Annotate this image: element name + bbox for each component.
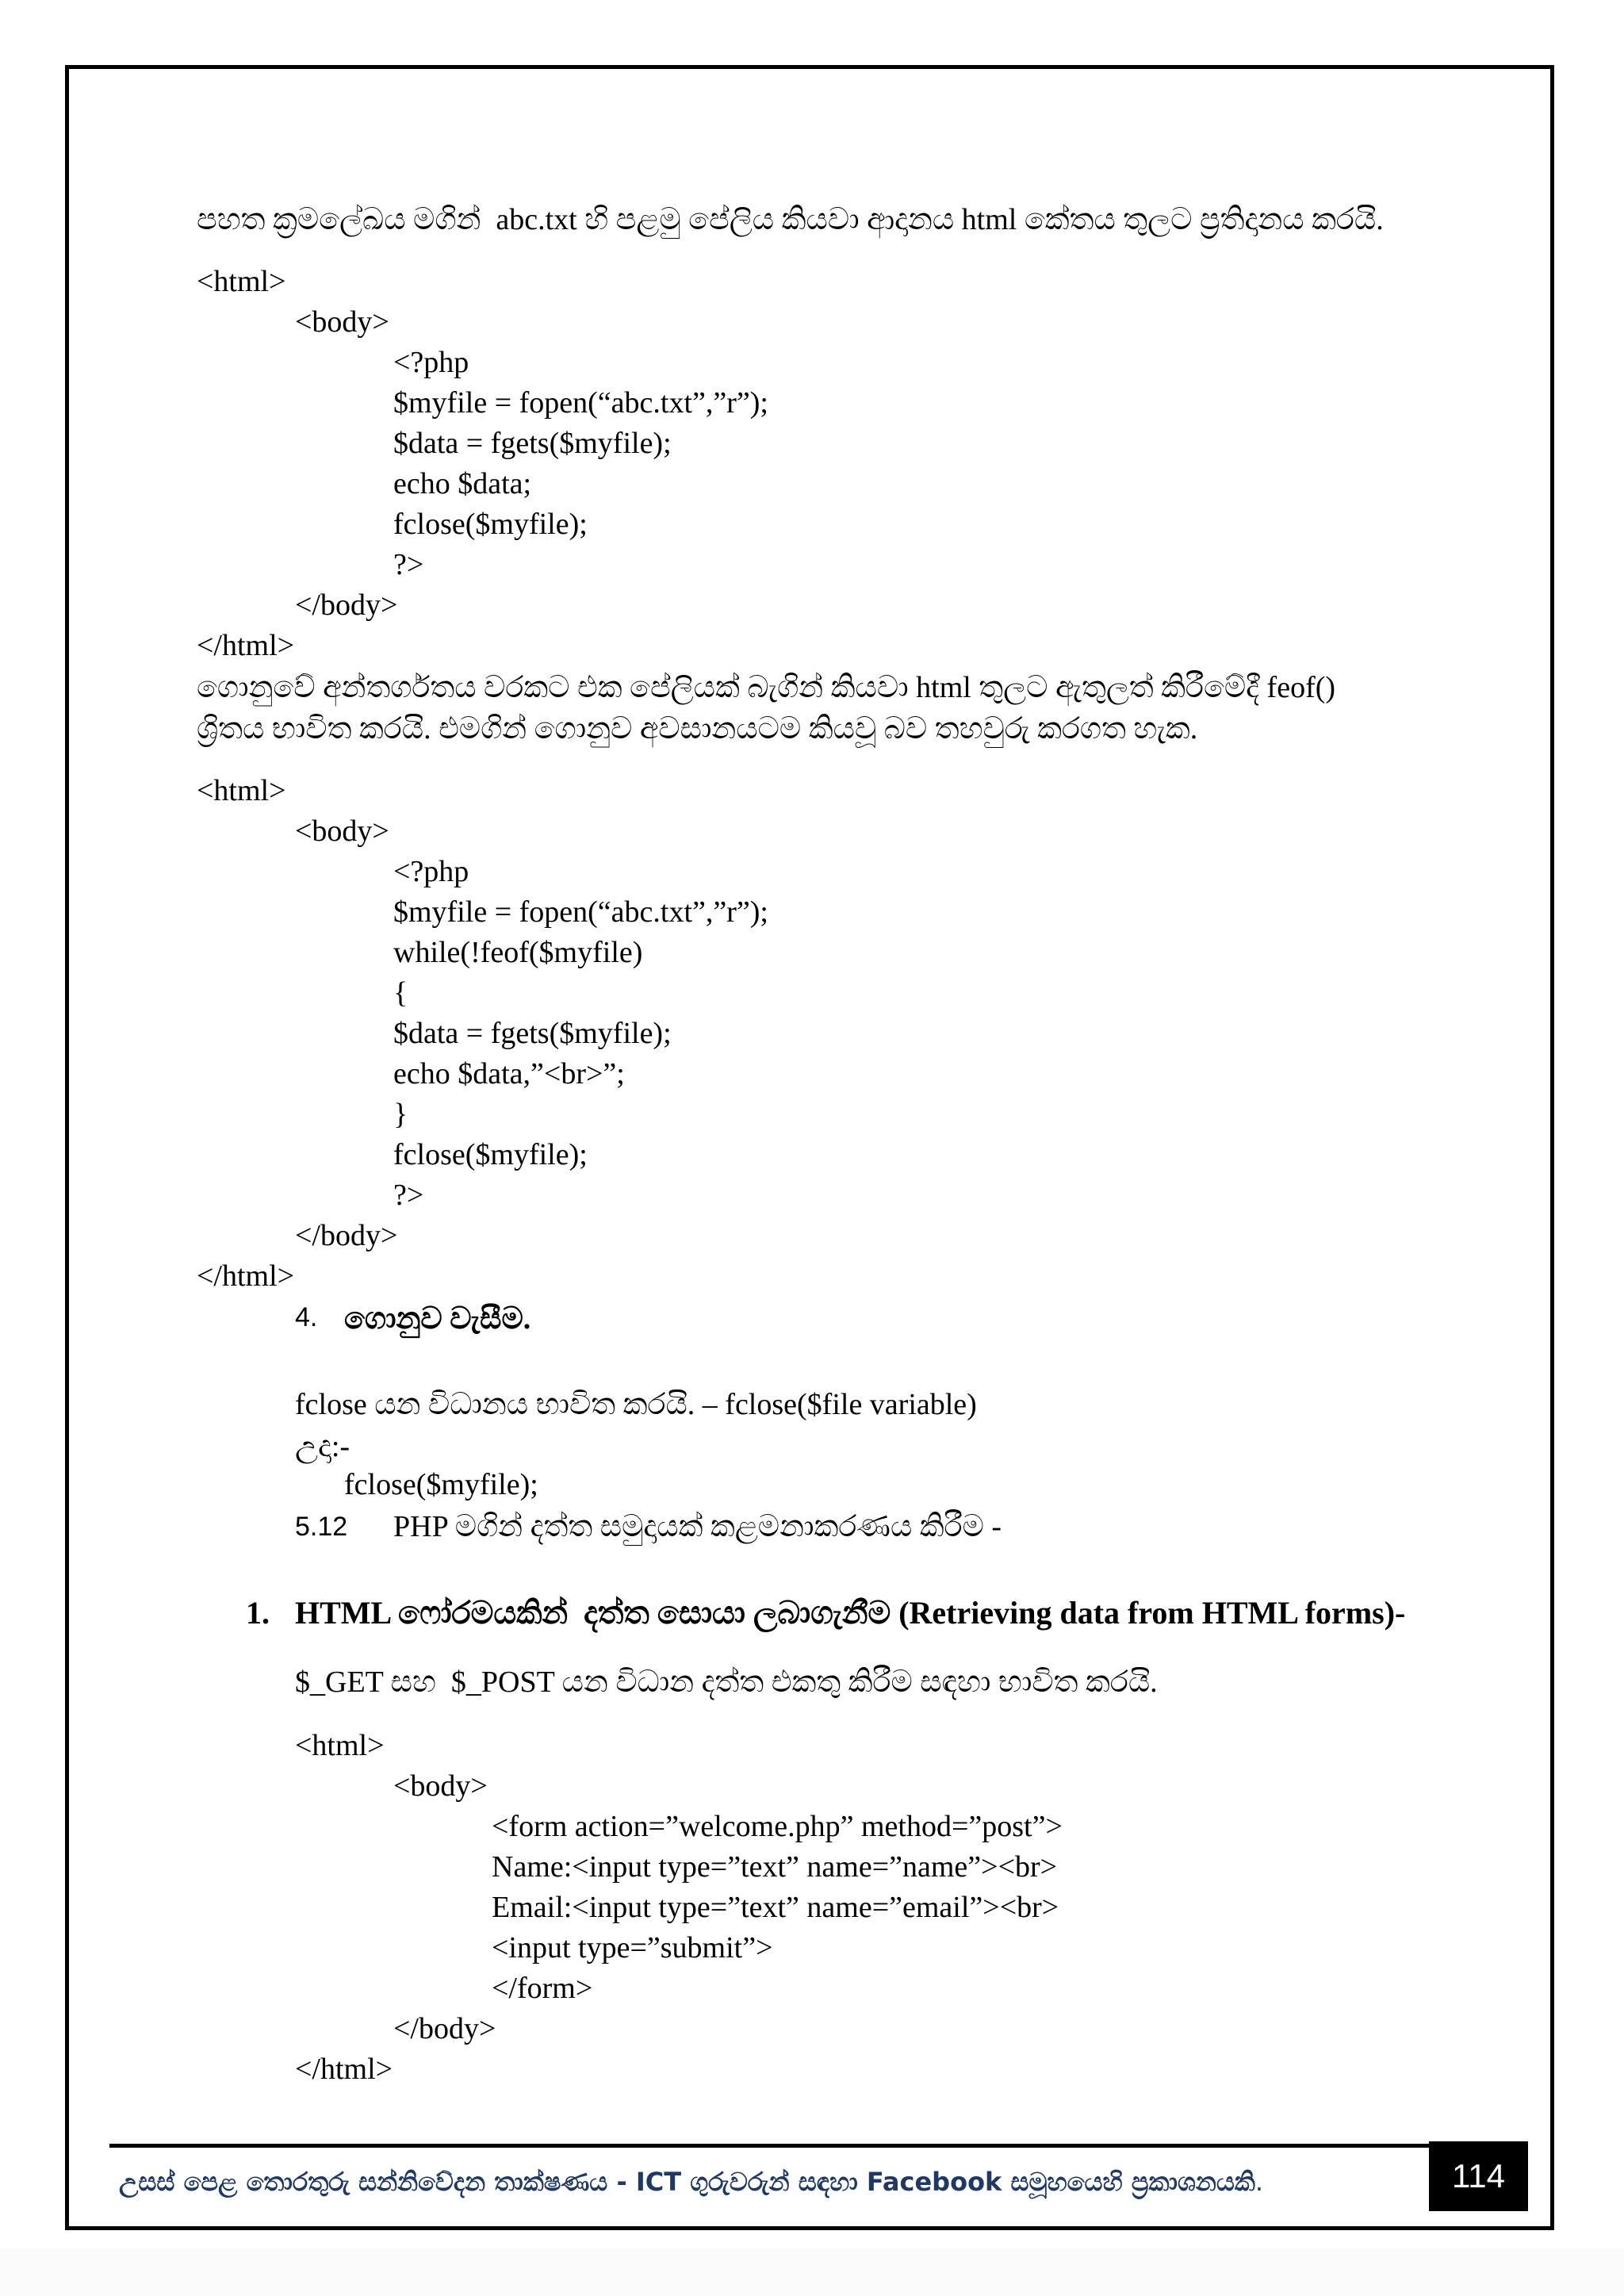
code2-line-fgets: $data = fgets($myfile); [393,1017,672,1050]
example-label: උදා:- [295,1430,350,1463]
code2-line-html-close: </html> [197,1259,295,1293]
code1-line-fclose: fclose($myfile); [393,508,588,541]
feof-paragraph-line1: ගොනුවේ අන්තර්ගතය වරකට එක පේලියක් බැගින් කියවා html තුලට ඇතුලත් කිරීමේදී feof() [197,671,1336,704]
footer-text [119,2167,1263,2198]
code1-line-echo: echo $data; [393,467,532,500]
footer-rule [109,2144,1525,2148]
code1-line-body-close: </body> [295,588,398,622]
code1-line-body-open: <body> [295,305,389,339]
code3-line-name-input: Name:<input type=”text” name=”name”><br> [492,1850,1058,1884]
code1-line-html-open: <html> [197,265,286,298]
code2-line-html-open: <html> [197,774,286,807]
code1-line-php-close: ?> [393,548,424,581]
code3-line-body-close: </body> [393,2012,496,2045]
heading1-number: 1. [246,1595,270,1631]
heading1-text: HTML ෆෝරමයකින් දත්ත සොයා ලබාගැනීම (Retrieving data from HTML forms)- [295,1595,1406,1631]
code2-line-brace-open: { [393,976,408,1010]
code3-line-submit-input: <input type=”submit”> [492,1931,773,1964]
footer-text-main: උසස් පෙළ තොරතුරු සන්නිවේදන තාක්ෂණය - ICT ගුරුවරුන් සඳහා Facebook සමූහයෙහි ප්‍රකාශනයකි [119,2167,1255,2197]
code2-line-php-close: ?> [393,1179,424,1212]
footer-text-end: . [1254,2167,1264,2197]
code1-line-fgets: $data = fgets($myfile); [393,427,672,460]
code2-line-body-open: <body> [295,815,389,848]
fclose-description: fclose යන විධානය භාවිත කරයි. – fclose($file variable) [295,1388,977,1421]
code3-line-form-open: <form action=”welcome.php” method=”post”> [492,1810,1063,1843]
bottom-margin [0,2248,1624,2296]
get-post-description: $_GET සහ $_POST යන විධාන දත්ත එකතු කිරීම සඳහා භාවිත කරයි. [295,1665,1158,1699]
section4-title: ගොනුව වැසීම. [344,1302,531,1336]
section4-number: 4. [295,1302,318,1332]
code2-line-php-open: <?php [393,855,469,888]
code2-line-fclose: fclose($myfile); [393,1138,588,1171]
section512-title: PHP මගින් දත්ත සමුදායක් කළමනාකරණය කිරීම - [393,1510,1002,1543]
code3-line-html-close: </html> [295,2053,393,2086]
code2-line-fopen: $myfile = fopen(“abc.txt”,”r”); [393,895,768,929]
code1-line-fopen: $myfile = fopen(“abc.txt”,”r”); [393,386,768,420]
intro-text: පහත ක්‍රමලේඛය මගින් abc.txt හි පළමු පේලිය කියවා ආදානය html කේතය තුලට ප්‍රතිදානය කරයි. [197,203,1384,236]
section512-number: 5.12 [295,1512,348,1542]
code1-line-php-open: <?php [393,346,469,379]
code3-line-email-input: Email:<input type=”text” name=”email”><br> [492,1891,1059,1924]
code3-line-body-open: <body> [393,1769,488,1803]
feof-paragraph-line2: ශ්‍රිතය භාවිත කරයි. එමගින් ගොනුව අවසානයටම කියවූ බව තහවුරු කරගත හැක. [197,712,1198,746]
page-number: 114 [1429,2141,1528,2211]
code3-line-form-close: </form> [492,1972,593,2005]
example-code: fclose($myfile); [344,1468,538,1501]
code1-line-html-close: </html> [197,629,295,662]
code3-line-html-open: <html> [295,1729,385,1762]
code2-line-echo: echo $data,”<br>”; [393,1057,625,1091]
code2-line-body-close: </body> [295,1219,398,1252]
code2-line-while: while(!feof($myfile) [393,936,643,969]
code2-line-brace-close: } [393,1098,408,1131]
